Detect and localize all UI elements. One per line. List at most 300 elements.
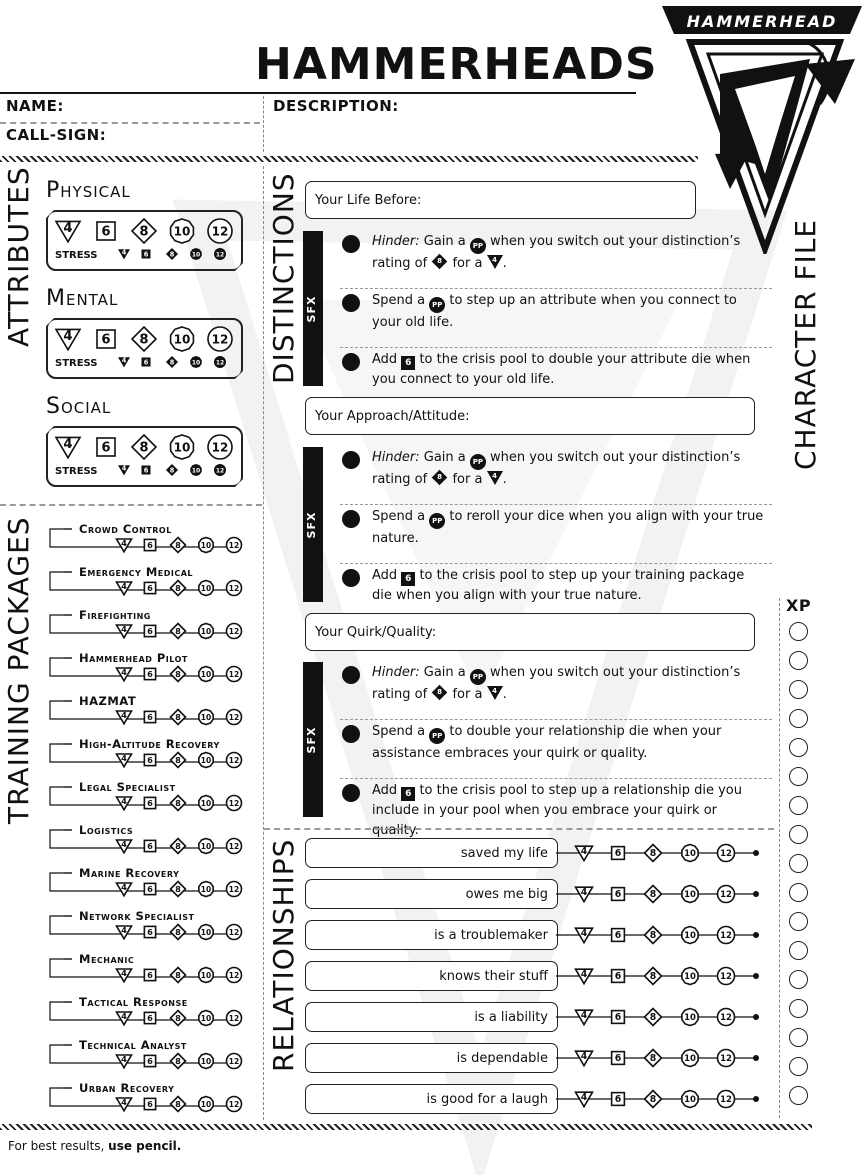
svg-text:10: 10 <box>200 884 212 894</box>
relationship-field[interactable] <box>305 838 558 868</box>
plot-point-icon: PP <box>429 728 445 744</box>
xp-checkbox[interactable] <box>789 738 808 757</box>
training-package-dice[interactable] <box>44 781 259 815</box>
svg-text:8: 8 <box>169 466 175 475</box>
xp-checkbox[interactable] <box>789 883 808 902</box>
training-package-dice[interactable] <box>44 910 259 944</box>
relationship-die-d8 <box>645 886 662 903</box>
sfx-text: Hinder: Gain a PP when you switch out your distinction’s rating of 8 for a 4 . <box>372 665 741 702</box>
attribute-die-d10 <box>171 435 194 459</box>
training-die-d10 <box>199 1097 213 1112</box>
svg-text:10: 10 <box>191 359 201 367</box>
d6-icon: 6 <box>401 572 415 586</box>
svg-text:4: 4 <box>580 968 588 980</box>
training-die-d4 <box>117 1097 132 1111</box>
sfx-checkbox[interactable] <box>342 784 360 802</box>
sfx-text: Spend a PP to double your relationship die when your assistance embraces your quirk or quality. <box>372 724 722 761</box>
svg-text:12: 12 <box>228 841 240 851</box>
training-die-d6 <box>144 1055 155 1066</box>
training-package-dice[interactable] <box>44 1082 259 1116</box>
svg-text:4: 4 <box>121 881 127 892</box>
svg-text:6: 6 <box>614 1053 622 1065</box>
training-die-d8 <box>171 667 186 682</box>
sfx-text: Spend a PP to reroll your dice when you align with your true nature. <box>372 509 764 546</box>
training-die-d12 <box>227 1011 242 1026</box>
relationship-field[interactable] <box>305 1043 558 1073</box>
training-package-name: Firefighting <box>79 608 151 622</box>
training-die-d8 <box>171 710 186 725</box>
sfx-text: Hinder: Gain a PP when you switch out your distinction’s rating of 8 for a 4 . <box>372 450 741 487</box>
training-die-d8 <box>171 538 186 553</box>
d4-icon: 4 <box>487 471 503 485</box>
training-die-d10 <box>199 538 213 553</box>
relationship-die-d6 <box>612 1011 625 1024</box>
svg-text:8: 8 <box>175 926 181 937</box>
svg-text:8: 8 <box>175 754 181 765</box>
xp-checkbox[interactable] <box>789 796 808 815</box>
training-die-d6 <box>144 969 155 980</box>
stress-die-d6 <box>142 250 151 259</box>
training-package-dice[interactable] <box>44 566 259 600</box>
svg-text:4: 4 <box>121 924 127 935</box>
training-die-d10 <box>199 1011 213 1026</box>
relationship-dice[interactable] <box>556 1002 766 1032</box>
svg-text:12: 12 <box>228 927 240 937</box>
training-die-d4 <box>117 624 132 638</box>
sfx-text: Spend a PP to step up an attribute when you connect to your old life. <box>372 293 737 330</box>
training-die-d4 <box>117 796 132 810</box>
training-package-name: Logistics <box>79 823 134 837</box>
attribute-dice[interactable] <box>48 427 241 484</box>
sfx-checkbox[interactable] <box>342 235 360 253</box>
training-die-d8 <box>171 925 186 940</box>
svg-text:12: 12 <box>215 359 225 367</box>
training-die-d8 <box>171 839 186 854</box>
relationship-field[interactable] <box>305 1002 558 1032</box>
xp-checkbox[interactable] <box>789 825 808 844</box>
training-die-d6 <box>144 668 155 679</box>
relationship-die-d12 <box>718 968 735 985</box>
stress-die-d8 <box>166 464 178 476</box>
training-package-name: Urban Recovery <box>79 1081 175 1095</box>
svg-text:12: 12 <box>215 251 225 259</box>
sfx-text: Add 6 to the crisis pool to step up a relationship die you include in your pool when you embrace your quirk or quality. <box>372 783 742 838</box>
relationship-dice[interactable] <box>556 879 766 909</box>
relationship-label: saved my life <box>460 845 548 861</box>
svg-text:6: 6 <box>147 625 153 636</box>
svg-text:6: 6 <box>101 224 111 240</box>
attribute-dice[interactable] <box>48 319 241 376</box>
relationship-die-d6 <box>612 970 625 983</box>
callsign-field[interactable] <box>100 127 260 147</box>
attribute-dice[interactable] <box>48 211 241 268</box>
svg-text:10: 10 <box>191 467 201 475</box>
training-die-d4 <box>117 1011 132 1025</box>
relationship-field[interactable] <box>305 920 558 950</box>
description-field[interactable] <box>273 118 653 152</box>
svg-text:10: 10 <box>200 798 212 808</box>
divider-zigzag-bottom <box>0 1124 812 1130</box>
relationship-field[interactable] <box>305 879 558 909</box>
svg-text:6: 6 <box>147 1012 153 1023</box>
svg-text:6: 6 <box>143 466 149 475</box>
sfx-checkbox[interactable] <box>342 510 360 528</box>
d4-icon: 4 <box>487 255 503 269</box>
svg-text:12: 12 <box>211 224 229 239</box>
svg-text:10: 10 <box>684 1013 696 1024</box>
training-die-d8 <box>171 1054 186 1069</box>
xp-checkbox[interactable] <box>789 1086 808 1105</box>
plot-point-icon: PP <box>470 238 486 254</box>
training-die-d10 <box>199 581 213 596</box>
relationship-die-d8 <box>645 927 662 944</box>
training-package-name: Mechanic <box>79 952 135 966</box>
sfx-bar <box>303 447 323 602</box>
training-die-d10 <box>199 839 213 854</box>
training-package-name: High-Altitude Recovery <box>79 737 220 751</box>
sfx-checkbox[interactable] <box>342 451 360 469</box>
svg-text:4: 4 <box>121 838 127 849</box>
training-die-d6 <box>144 840 155 851</box>
svg-text:6: 6 <box>147 582 153 593</box>
svg-text:12: 12 <box>228 884 240 894</box>
relationship-die-d12 <box>718 886 735 903</box>
attribute-die-d4 <box>56 329 80 350</box>
attribute-die-d8 <box>132 327 156 351</box>
name-field[interactable] <box>100 98 260 118</box>
svg-text:6: 6 <box>147 1098 153 1109</box>
training-die-d8 <box>171 624 186 639</box>
svg-text:4: 4 <box>121 248 127 257</box>
sfx-checkbox[interactable] <box>342 725 360 743</box>
stress-die-d4 <box>118 465 130 476</box>
svg-text:6: 6 <box>147 1055 153 1066</box>
relationship-die-d12 <box>718 1009 735 1026</box>
svg-text:10: 10 <box>173 440 191 455</box>
svg-text:10: 10 <box>684 972 696 983</box>
svg-text:4: 4 <box>121 356 127 365</box>
plot-point-icon: PP <box>470 669 486 685</box>
relationship-dice[interactable] <box>556 961 766 991</box>
stress-die-d8 <box>166 356 178 368</box>
relationship-label: is dependable <box>456 1050 548 1066</box>
distinction-field[interactable] <box>305 397 755 435</box>
training-package-name: Hammerhead Pilot <box>79 651 188 665</box>
svg-text:8: 8 <box>175 1055 181 1066</box>
xp-checkbox[interactable] <box>789 767 808 786</box>
training-die-d6 <box>144 582 155 593</box>
xp-checkbox[interactable] <box>789 651 808 670</box>
svg-text:8: 8 <box>649 848 657 860</box>
svg-text:12: 12 <box>211 440 229 455</box>
xp-label: XP <box>786 596 812 615</box>
training-die-d8 <box>171 753 186 768</box>
svg-text:12: 12 <box>215 467 225 475</box>
sfx-text: Hinder: Gain a PP when you switch out your distinction’s rating of 8 for a 4 . <box>372 234 741 271</box>
svg-text:6: 6 <box>147 797 153 808</box>
svg-text:8: 8 <box>169 358 175 367</box>
stress-die-d6 <box>142 466 151 475</box>
svg-text:8: 8 <box>175 625 181 636</box>
training-package-dice[interactable] <box>44 523 259 557</box>
training-die-d4 <box>117 1054 132 1068</box>
plot-point-icon: PP <box>429 297 445 313</box>
svg-text:12: 12 <box>228 712 240 722</box>
xp-checkbox[interactable] <box>789 1057 808 1076</box>
svg-text:6: 6 <box>101 440 111 456</box>
training-package-dice[interactable] <box>44 996 259 1030</box>
svg-text:6: 6 <box>147 969 153 980</box>
svg-text:4: 4 <box>63 329 73 345</box>
relationship-dice[interactable] <box>556 1084 766 1114</box>
attribute-die-d12 <box>208 219 232 243</box>
training-die-d4 <box>117 710 132 724</box>
training-package-dice[interactable] <box>44 695 259 729</box>
svg-text:4: 4 <box>121 580 127 591</box>
training-die-d12 <box>227 624 242 639</box>
sfx-checkbox[interactable] <box>342 569 360 587</box>
svg-text:8: 8 <box>175 1098 181 1109</box>
relationship-label: is good for a laugh <box>426 1091 548 1107</box>
svg-text:6: 6 <box>147 539 153 550</box>
svg-text:6: 6 <box>143 358 149 367</box>
training-die-d12 <box>227 581 242 596</box>
svg-text:8: 8 <box>649 889 657 901</box>
relationship-die-d6 <box>612 1093 625 1106</box>
svg-text:4: 4 <box>580 1091 588 1103</box>
svg-text:4: 4 <box>121 1053 127 1064</box>
plot-point-icon: PP <box>470 454 486 470</box>
stress-die-d4 <box>118 357 130 368</box>
training-die-d12 <box>227 839 242 854</box>
training-die-d10 <box>199 667 213 682</box>
svg-text:4: 4 <box>580 845 588 857</box>
svg-text:8: 8 <box>649 1053 657 1065</box>
xp-checkbox[interactable] <box>789 680 808 699</box>
training-die-d12 <box>227 796 242 811</box>
svg-text:4: 4 <box>580 927 588 939</box>
training-die-d4 <box>117 538 132 552</box>
attributes-heading: ATTRIBUTES <box>2 166 35 347</box>
svg-text:4: 4 <box>63 221 73 237</box>
training-die-d6 <box>144 1012 155 1023</box>
svg-text:10: 10 <box>173 332 191 347</box>
relationship-die-d8 <box>645 845 662 862</box>
svg-text:4: 4 <box>121 464 127 473</box>
xp-checkbox[interactable] <box>789 999 808 1018</box>
training-package-name: Tactical Response <box>79 995 188 1009</box>
training-package-dice[interactable] <box>44 824 259 858</box>
training-package-dice[interactable] <box>44 867 259 901</box>
svg-text:10: 10 <box>200 626 212 636</box>
training-package-dice[interactable] <box>44 738 259 772</box>
attribute-name: Social <box>46 394 112 419</box>
svg-text:8: 8 <box>175 582 181 593</box>
attribute-die-d8 <box>132 219 156 243</box>
relationship-die-d10 <box>682 1050 698 1067</box>
svg-text:8: 8 <box>175 969 181 980</box>
training-die-d4 <box>117 968 132 982</box>
relationship-die-d10 <box>682 927 698 944</box>
svg-text:10: 10 <box>200 1056 212 1066</box>
stress-die-d10 <box>190 356 201 368</box>
xp-checkbox[interactable] <box>789 622 808 641</box>
stress-die-d10 <box>190 248 201 260</box>
svg-text:8: 8 <box>175 840 181 851</box>
svg-text:10: 10 <box>200 755 212 765</box>
relationship-die-d8 <box>645 1091 662 1108</box>
relationships-heading: RELATIONSHIPS <box>267 838 300 1072</box>
relationship-die-d6 <box>612 888 625 901</box>
relationship-dice[interactable] <box>556 838 766 868</box>
training-die-d6 <box>144 926 155 937</box>
svg-text:4: 4 <box>580 1009 588 1021</box>
relationship-dice[interactable] <box>556 920 766 950</box>
sfx-text: Add 6 to the crisis pool to step up your training package die when you align with your true nature. <box>372 568 745 603</box>
sfx-checkbox[interactable] <box>342 666 360 684</box>
training-die-d6 <box>144 1098 155 1109</box>
attribute-die-d6 <box>97 438 115 456</box>
name-label: NAME: <box>6 97 64 115</box>
relationship-field[interactable] <box>305 961 558 991</box>
svg-text:12: 12 <box>228 970 240 980</box>
training-die-d10 <box>199 925 213 940</box>
xp-checkbox[interactable] <box>789 709 808 728</box>
xp-checkbox[interactable] <box>789 970 808 989</box>
training-die-d6 <box>144 625 155 636</box>
d6-icon: 6 <box>401 787 415 801</box>
svg-text:10: 10 <box>684 849 696 860</box>
sfx-label: SFX <box>305 511 318 538</box>
attribute-die-d10 <box>171 327 194 351</box>
relationship-die-d10 <box>682 1009 698 1026</box>
stress-label: STRESS <box>55 358 98 369</box>
training-package-name: Crowd Control <box>79 522 172 536</box>
svg-text:4: 4 <box>580 886 588 898</box>
training-die-d10 <box>199 753 213 768</box>
svg-text:6: 6 <box>101 332 111 348</box>
training-die-d6 <box>144 883 155 894</box>
sfx-text: Add 6 to the crisis pool to double your attribute die when you connect to your old life. <box>372 352 751 387</box>
training-package-dice[interactable] <box>44 652 259 686</box>
relationship-die-d8 <box>645 1009 662 1026</box>
relationship-die-d12 <box>718 1091 735 1108</box>
relationship-die-d6 <box>612 929 625 942</box>
training-package-name: Network Specialist <box>79 909 195 923</box>
training-die-d12 <box>227 1097 242 1112</box>
svg-text:4: 4 <box>63 437 73 453</box>
distinction-prompt: Your Quirk/Quality: <box>315 624 437 640</box>
svg-text:10: 10 <box>200 583 212 593</box>
svg-text:10: 10 <box>200 712 212 722</box>
attribute-name: Physical <box>46 178 131 203</box>
sfx-bar <box>303 231 323 386</box>
stress-die-d4 <box>118 249 130 260</box>
stress-die-d10 <box>190 464 201 476</box>
relationship-die-d10 <box>682 968 698 985</box>
svg-text:8: 8 <box>139 440 149 456</box>
distinctions-heading: DISTINCTIONS <box>267 172 300 384</box>
training-die-d4 <box>117 925 132 939</box>
training-die-d10 <box>199 624 213 639</box>
relationship-die-d8 <box>645 1050 662 1067</box>
svg-text:10: 10 <box>200 540 212 550</box>
svg-text:8: 8 <box>139 224 149 240</box>
svg-text:8: 8 <box>139 332 149 348</box>
svg-text:12: 12 <box>228 1013 240 1023</box>
svg-text:12: 12 <box>228 626 240 636</box>
relationship-die-d6 <box>612 847 625 860</box>
svg-text:12: 12 <box>720 1054 732 1065</box>
svg-text:6: 6 <box>147 754 153 765</box>
attribute-die-d6 <box>97 222 115 240</box>
svg-text:12: 12 <box>228 540 240 550</box>
training-package-dice[interactable] <box>44 953 259 987</box>
sfx-checkbox[interactable] <box>342 294 360 312</box>
relationship-label: is a liability <box>474 1009 548 1025</box>
sfx-bar <box>303 662 323 817</box>
svg-text:6: 6 <box>614 930 622 942</box>
relationship-label: owes me big <box>465 886 548 902</box>
xp-checkbox[interactable] <box>789 912 808 931</box>
svg-text:12: 12 <box>228 1099 240 1109</box>
relationship-field[interactable] <box>305 1084 558 1114</box>
svg-text:12: 12 <box>720 849 732 860</box>
sfx-label: SFX <box>305 295 318 322</box>
divider-zigzag <box>0 156 698 162</box>
svg-text:4: 4 <box>121 623 127 634</box>
svg-text:8: 8 <box>649 1012 657 1024</box>
stress-die-d8 <box>166 248 178 260</box>
training-die-d10 <box>199 1054 213 1069</box>
training-package-dice[interactable] <box>44 609 259 643</box>
training-die-d8 <box>171 1011 186 1026</box>
attribute-die-d6 <box>97 330 115 348</box>
svg-text:12: 12 <box>228 583 240 593</box>
relationship-dice[interactable] <box>556 1043 766 1073</box>
svg-text:4: 4 <box>121 709 127 720</box>
svg-text:10: 10 <box>191 251 201 259</box>
training-die-d4 <box>117 753 132 767</box>
training-die-d8 <box>171 796 186 811</box>
training-die-d4 <box>117 581 132 595</box>
distinction-prompt: Your Life Before: <box>315 192 422 208</box>
distinction-field[interactable] <box>305 613 755 651</box>
svg-text:8: 8 <box>175 797 181 808</box>
svg-text:8: 8 <box>175 883 181 894</box>
callsign-label: CALL-SIGN: <box>6 126 107 144</box>
stress-die-d12 <box>214 248 226 260</box>
xp-checkbox[interactable] <box>789 1028 808 1047</box>
xp-checkbox[interactable] <box>789 854 808 873</box>
attribute-die-d4 <box>56 437 80 458</box>
training-package-dice[interactable] <box>44 1039 259 1073</box>
svg-text:4: 4 <box>121 537 127 548</box>
xp-checkbox[interactable] <box>789 941 808 960</box>
svg-text:10: 10 <box>200 970 212 980</box>
training-die-d12 <box>227 538 242 553</box>
stress-label: STRESS <box>55 250 98 261</box>
sfx-label: SFX <box>305 726 318 753</box>
svg-text:8: 8 <box>175 668 181 679</box>
svg-text:8: 8 <box>649 1094 657 1106</box>
svg-text:10: 10 <box>684 931 696 942</box>
distinction-field[interactable] <box>305 181 696 219</box>
sfx-checkbox[interactable] <box>342 353 360 371</box>
training-package-name: Emergency Medical <box>79 565 194 579</box>
training-die-d6 <box>144 711 155 722</box>
training-die-d4 <box>117 667 132 681</box>
